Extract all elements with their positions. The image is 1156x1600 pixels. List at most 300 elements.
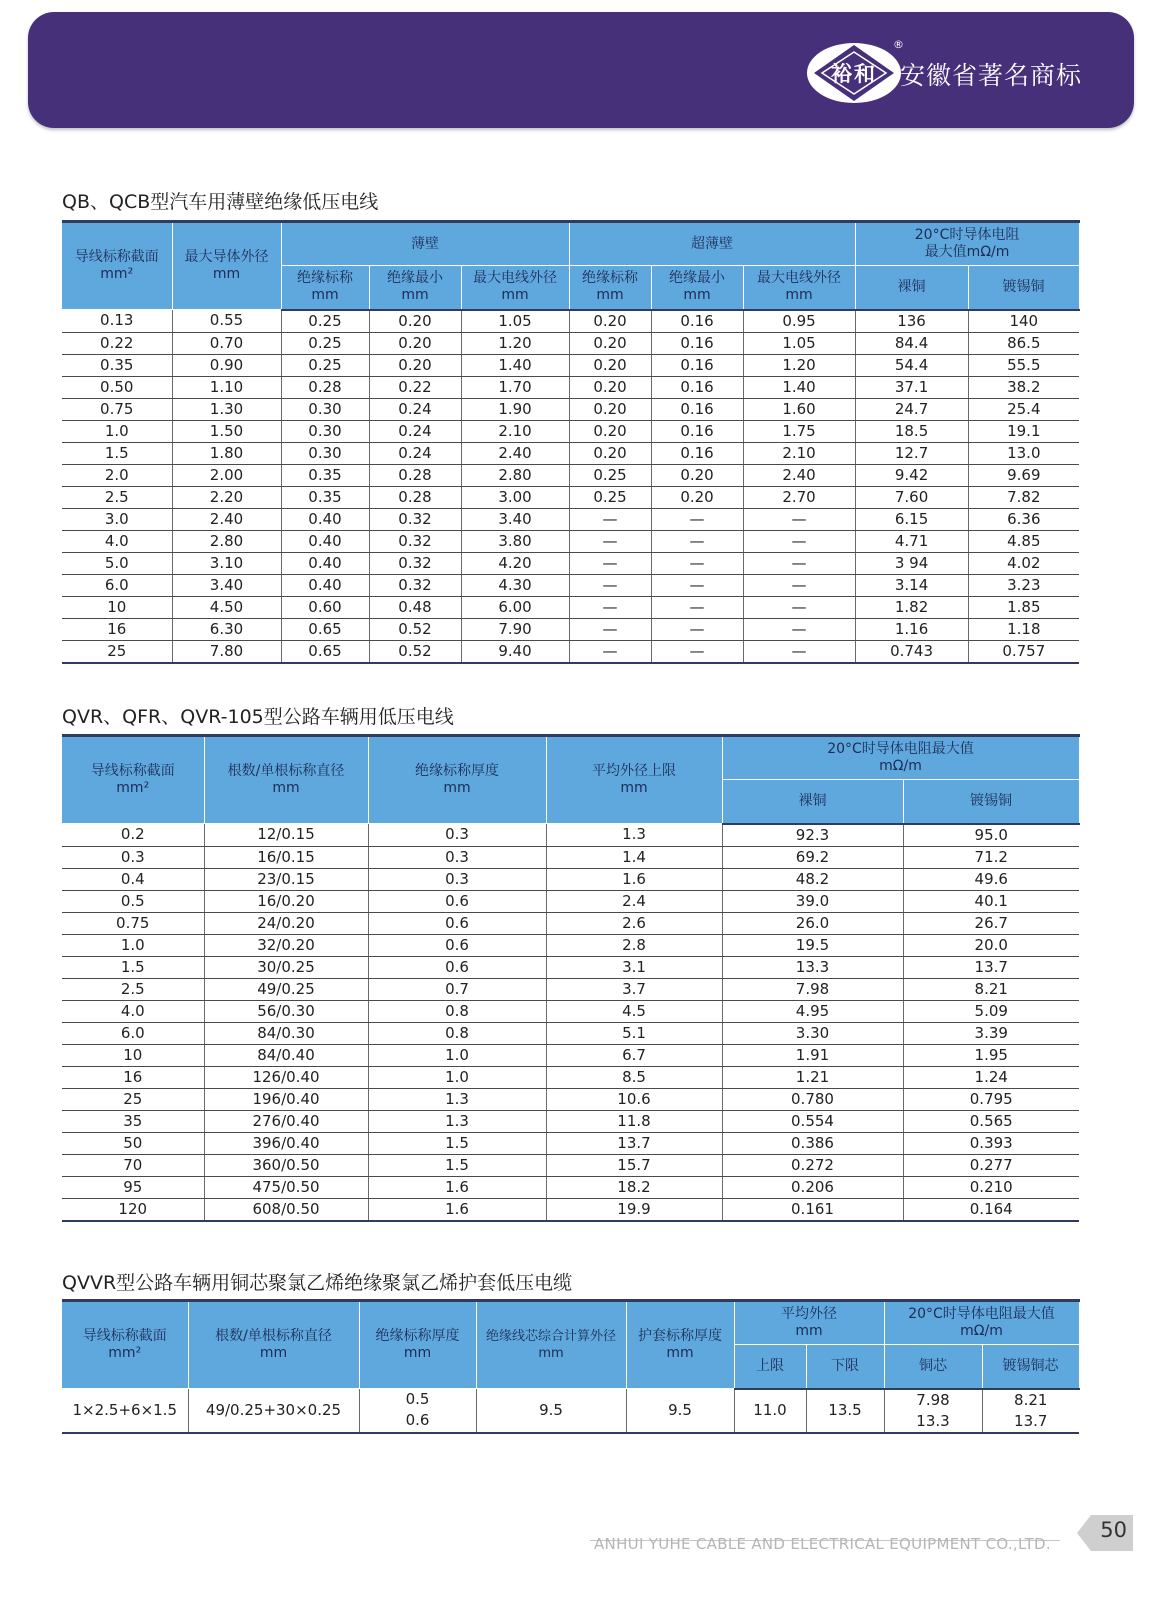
table-cell: 1.10 <box>172 376 281 398</box>
table-cell: 4.85 <box>968 530 1079 552</box>
table-cell: 1.18 <box>968 618 1079 640</box>
table-row <box>62 332 1079 354</box>
table-row <box>62 442 1079 464</box>
table-cell: 9.69 <box>968 464 1079 486</box>
col-header-strands: 根数/单根标称直径 mm <box>188 1301 359 1389</box>
table-cell: 0.24 <box>369 420 461 442</box>
col-header-copper-core: 铜芯 <box>884 1345 982 1389</box>
table-cell: 0.32 <box>369 552 461 574</box>
table-cell: 0.35 <box>281 464 369 486</box>
table-cell: 40.1 <box>903 890 1079 912</box>
brand-slogan: 安徽省著名商标 <box>900 61 1083 90</box>
table-cell: 0.20 <box>369 310 461 333</box>
table-cell: 2.20 <box>172 486 281 508</box>
col-header-strands: 根数/单根标称直径 mm <box>204 736 368 824</box>
col-header-section: 导线标称截面 mm² <box>62 222 172 310</box>
table-cell: 9.42 <box>855 464 968 486</box>
table-cell: 84/0.30 <box>204 1022 368 1044</box>
table-cell: 12/0.15 <box>204 824 368 847</box>
table-cell: 0.386 <box>722 1132 903 1154</box>
table-row <box>62 868 1079 890</box>
table-cell: 0.52 <box>369 618 461 640</box>
table-cell: 18.5 <box>855 420 968 442</box>
cell-sheath: 9.5 <box>626 1389 734 1433</box>
table-row <box>62 1088 1079 1110</box>
table-cell: 3.30 <box>722 1022 903 1044</box>
table-cell: 0.7 <box>368 978 546 1000</box>
table-cell: — <box>651 640 743 663</box>
table-row <box>62 934 1079 956</box>
table-cell: 0.16 <box>651 376 743 398</box>
table-cell: 54.4 <box>855 354 968 376</box>
table-cell: — <box>569 574 651 596</box>
table-cell: 3.00 <box>461 486 569 508</box>
table-cell: 0.20 <box>569 354 651 376</box>
table-row <box>62 978 1079 1000</box>
table-cell: 0.24 <box>369 398 461 420</box>
table-cell: 0.35 <box>62 354 172 376</box>
table-cell: 16 <box>62 1066 204 1088</box>
table-cell: 19.1 <box>968 420 1079 442</box>
table-cell: 2.8 <box>546 934 722 956</box>
table-cell: 1.40 <box>461 354 569 376</box>
table-cell: 0.16 <box>651 310 743 333</box>
table-cell: 0.20 <box>651 486 743 508</box>
table-cell: 0.6 <box>368 956 546 978</box>
table-cell: 71.2 <box>903 846 1079 868</box>
table-cell: 360/0.50 <box>204 1154 368 1176</box>
table-cell: 3.7 <box>546 978 722 1000</box>
table-cell: 2.6 <box>546 912 722 934</box>
table-cell: 0.277 <box>903 1154 1079 1176</box>
table-cell: 1.0 <box>62 934 204 956</box>
col-header-ins-nominal: 绝缘标称 mm <box>569 266 651 310</box>
table-cell: 4.95 <box>722 1000 903 1022</box>
table-cell: 48.2 <box>722 868 903 890</box>
table-cell: 0.13 <box>62 310 172 333</box>
table-cell: 140 <box>968 310 1079 333</box>
table-cell: 8.5 <box>546 1066 722 1088</box>
group-header-resistance: 20°C时导体电阻最大值 mΩ/m <box>722 736 1079 780</box>
table-cell: 2.5 <box>62 486 172 508</box>
table-cell: 0.65 <box>281 640 369 663</box>
table-cell: 0.20 <box>369 332 461 354</box>
table-cell: 26.0 <box>722 912 903 934</box>
table-cell: 136 <box>855 310 968 333</box>
table-cell: 0.25 <box>569 464 651 486</box>
cell-strands: 49/0.25+30×0.25 <box>188 1389 359 1433</box>
table-cell: 0.22 <box>369 376 461 398</box>
table-cell: 0.35 <box>281 486 369 508</box>
table-cell: 13.0 <box>968 442 1079 464</box>
table-cell: 1.5 <box>368 1154 546 1176</box>
table-cell: 608/0.50 <box>204 1198 368 1221</box>
table-cell: 24/0.20 <box>204 912 368 934</box>
table-cell: 30/0.25 <box>204 956 368 978</box>
table-row <box>62 1022 1079 1044</box>
table-cell: 0.3 <box>62 846 204 868</box>
table-cell: 49.6 <box>903 868 1079 890</box>
table-cell: 2.40 <box>461 442 569 464</box>
table-cell: 1.6 <box>368 1198 546 1221</box>
cell-lower: 13.5 <box>806 1389 884 1433</box>
col-header-ins-min: 绝缘最小 mm <box>369 266 461 310</box>
group-header-thin-wall: 薄壁 <box>281 222 569 266</box>
table-cell: 0.40 <box>281 574 369 596</box>
table-cell: 0.40 <box>281 530 369 552</box>
table-cell: 0.25 <box>281 310 369 333</box>
table-cell: 38.2 <box>968 376 1079 398</box>
table-cell: 86.5 <box>968 332 1079 354</box>
table-cell: — <box>569 640 651 663</box>
group-header-resistance: 20°C时导体电阻 最大值mΩ/m <box>855 222 1079 266</box>
table-row <box>62 486 1079 508</box>
table-cell: 0.20 <box>569 376 651 398</box>
table-cell: 0.40 <box>281 508 369 530</box>
table-cell: — <box>743 574 855 596</box>
table-cell: 7.90 <box>461 618 569 640</box>
table-cell: 1.95 <box>903 1044 1079 1066</box>
table-cell: 1.21 <box>722 1066 903 1088</box>
table-cell: 2.80 <box>461 464 569 486</box>
table-cell: 0.164 <box>903 1198 1079 1221</box>
table-cell: 1.0 <box>368 1044 546 1066</box>
table-cell: 1.0 <box>368 1066 546 1088</box>
table-cell: 0.6 <box>368 912 546 934</box>
table-cell: 6.15 <box>855 508 968 530</box>
table-cell: 0.3 <box>368 824 546 847</box>
col-header-avg-od: 平均外径上限 mm <box>546 736 722 824</box>
cell-section: 1×2.5+6×1.5 <box>62 1389 188 1433</box>
table-cell: 69.2 <box>722 846 903 868</box>
table-cell: 50 <box>62 1132 204 1154</box>
group-header-ultra-thin-wall: 超薄壁 <box>569 222 855 266</box>
table-cell: — <box>569 552 651 574</box>
table-cell: 3.40 <box>172 574 281 596</box>
col-header-tinned-core: 镀锡铜芯 <box>982 1345 1079 1389</box>
table-cell: 4.50 <box>172 596 281 618</box>
table-cell: 1.6 <box>368 1176 546 1198</box>
table-cell: 2.00 <box>172 464 281 486</box>
table-cell: 1.85 <box>968 596 1079 618</box>
table-row <box>62 1176 1079 1198</box>
table-cell: 25 <box>62 640 172 663</box>
table-cell: 0.20 <box>569 332 651 354</box>
table-cell: 1.90 <box>461 398 569 420</box>
table-cell: 3.0 <box>62 508 172 530</box>
table-cell: 0.16 <box>651 398 743 420</box>
table-cell: 0.28 <box>369 486 461 508</box>
table-cell: — <box>651 552 743 574</box>
qvr-qfr-spec-table <box>62 734 1080 1222</box>
table-row <box>62 846 1079 868</box>
table-row <box>62 1389 1079 1433</box>
table-cell: 1.5 <box>62 442 172 464</box>
table-cell: 6.36 <box>968 508 1079 530</box>
table-cell: 3.23 <box>968 574 1079 596</box>
table-cell: 2.80 <box>172 530 281 552</box>
table-cell: 5.0 <box>62 552 172 574</box>
table-row <box>62 596 1079 618</box>
table-cell: — <box>569 508 651 530</box>
table-cell: 0.393 <box>903 1132 1079 1154</box>
table-cell: 84/0.40 <box>204 1044 368 1066</box>
table-cell: 1.4 <box>546 846 722 868</box>
table3-title: QVVR型公路车辆用铜芯聚氯乙烯绝缘聚氯乙烯护套低压电缆 <box>62 1272 573 1294</box>
table-row <box>62 398 1079 420</box>
table-cell: 15.7 <box>546 1154 722 1176</box>
table-row <box>62 354 1079 376</box>
col-header-bare-copper: 裸铜 <box>722 780 903 824</box>
table-cell: 1.5 <box>62 956 204 978</box>
group-header-avg-od: 平均外径 mm <box>734 1301 884 1345</box>
table-cell: 26.7 <box>903 912 1079 934</box>
table-cell: 25.4 <box>968 398 1079 420</box>
table-cell: 0.780 <box>722 1088 903 1110</box>
table-cell: 0.22 <box>62 332 172 354</box>
table-cell: 2.40 <box>743 464 855 486</box>
table-cell: 0.20 <box>569 398 651 420</box>
col-header-insulation: 绝缘标称厚度 mm <box>359 1301 476 1389</box>
table-cell: — <box>569 618 651 640</box>
table-cell: 1.24 <box>903 1066 1079 1088</box>
col-header-section: 导线标称截面 mm² <box>62 736 204 824</box>
table-cell: 0.20 <box>651 464 743 486</box>
table-cell: 92.3 <box>722 824 903 847</box>
table-cell: 25 <box>62 1088 204 1110</box>
footer-company: ANHUI YUHE CABLE AND ELECTRICAL EQUIPMENT CO.,LTD. <box>594 1535 1051 1553</box>
table-cell: 0.25 <box>281 354 369 376</box>
table-cell: 39.0 <box>722 890 903 912</box>
table-row <box>62 530 1079 552</box>
table-cell: 0.65 <box>281 618 369 640</box>
table-cell: 1.30 <box>172 398 281 420</box>
table1-title: QB、QCB型汽车用薄壁绝缘低压电线 <box>62 191 379 213</box>
table-cell: 0.28 <box>281 376 369 398</box>
cell-tinned: 8.21 13.7 <box>982 1389 1079 1433</box>
table-cell: 49/0.25 <box>204 978 368 1000</box>
header-banner <box>28 12 1134 128</box>
table-row <box>62 1198 1079 1221</box>
table-cell: 0.50 <box>62 376 172 398</box>
table-cell: 1.50 <box>172 420 281 442</box>
table-cell: 16/0.20 <box>204 890 368 912</box>
table-cell: 0.32 <box>369 530 461 552</box>
table-cell: 1.3 <box>368 1088 546 1110</box>
table-cell: 2.10 <box>461 420 569 442</box>
col-header-max-od: 最大电线外径 mm <box>461 266 569 310</box>
table-cell: 120 <box>62 1198 204 1221</box>
table-cell: 12.7 <box>855 442 968 464</box>
table-cell: 1.6 <box>546 868 722 890</box>
cell-insulation: 0.5 0.6 <box>359 1389 476 1433</box>
table-cell: 95.0 <box>903 824 1079 847</box>
table-cell: 4.02 <box>968 552 1079 574</box>
table-cell: 16/0.15 <box>204 846 368 868</box>
table-cell: 11.8 <box>546 1110 722 1132</box>
col-header-upper: 上限 <box>734 1345 806 1389</box>
table-cell: — <box>651 618 743 640</box>
table-cell: 2.40 <box>172 508 281 530</box>
table-cell: 6.0 <box>62 1022 204 1044</box>
table-cell: 1.3 <box>546 824 722 847</box>
table-cell: 4.5 <box>546 1000 722 1022</box>
table-row <box>62 376 1079 398</box>
table-cell: 0.3 <box>368 846 546 868</box>
table-row <box>62 824 1079 847</box>
table-cell: 1.0 <box>62 420 172 442</box>
table-cell: 0.32 <box>369 508 461 530</box>
table-cell: 2.0 <box>62 464 172 486</box>
table-cell: 13.7 <box>546 1132 722 1154</box>
table-cell: 0.95 <box>743 310 855 333</box>
table-cell: 19.5 <box>722 934 903 956</box>
table-cell: 0.161 <box>722 1198 903 1221</box>
table-cell: 7.98 <box>722 978 903 1000</box>
table-cell: — <box>569 530 651 552</box>
table-cell: 10.6 <box>546 1088 722 1110</box>
table-cell: — <box>743 508 855 530</box>
table-cell: 13.7 <box>903 956 1079 978</box>
col-header-tinned-copper: 镀锡铜 <box>903 780 1079 824</box>
group-header-resistance: 20°C时导体电阻最大值 mΩ/m <box>884 1301 1079 1345</box>
table-row <box>62 1154 1079 1176</box>
col-header-max-od: 最大电线外径 mm <box>743 266 855 310</box>
table-cell: 0.16 <box>651 332 743 354</box>
registered-mark: ® <box>893 38 904 51</box>
col-header-bare-copper: 裸铜 <box>855 266 968 310</box>
table-row <box>62 1000 1079 1022</box>
table-cell: 0.743 <box>855 640 968 663</box>
table-cell: 0.8 <box>368 1022 546 1044</box>
qvvr-spec-table <box>62 1299 1080 1434</box>
cell-core-od: 9.5 <box>476 1389 626 1433</box>
table-cell: 13.3 <box>722 956 903 978</box>
table-cell: 70 <box>62 1154 204 1176</box>
table-cell: 56/0.30 <box>204 1000 368 1022</box>
table-cell: 0.52 <box>369 640 461 663</box>
table-cell: 0.20 <box>369 354 461 376</box>
table-cell: 5.1 <box>546 1022 722 1044</box>
table2-title: QVR、QFR、QVR-105型公路车辆用低压电线 <box>62 706 454 728</box>
table-cell: 7.60 <box>855 486 968 508</box>
table-row <box>62 464 1079 486</box>
table-cell: 1.75 <box>743 420 855 442</box>
table-cell: 9.40 <box>461 640 569 663</box>
table-cell: 1.16 <box>855 618 968 640</box>
table-cell: 3.39 <box>903 1022 1079 1044</box>
table-cell: 6.00 <box>461 596 569 618</box>
table-cell: 95 <box>62 1176 204 1198</box>
table-cell: 55.5 <box>968 354 1079 376</box>
table-cell: 0.3 <box>368 868 546 890</box>
table-cell: 1.70 <box>461 376 569 398</box>
table-row <box>62 640 1079 663</box>
table-cell: 1.5 <box>368 1132 546 1154</box>
table-cell: 20.0 <box>903 934 1079 956</box>
table-cell: 0.60 <box>281 596 369 618</box>
table-cell: 0.24 <box>369 442 461 464</box>
table-row <box>62 574 1079 596</box>
table-cell: — <box>743 640 855 663</box>
table-cell: 6.7 <box>546 1044 722 1066</box>
table-cell: 0.565 <box>903 1110 1079 1132</box>
table-cell: 4.0 <box>62 530 172 552</box>
table-cell: — <box>651 596 743 618</box>
col-header-ins-nominal: 绝缘标称 mm <box>281 266 369 310</box>
table-cell: 396/0.40 <box>204 1132 368 1154</box>
table-cell: 0.272 <box>722 1154 903 1176</box>
table-row <box>62 618 1079 640</box>
table-cell: 19.9 <box>546 1198 722 1221</box>
table-cell: 3.14 <box>855 574 968 596</box>
table-cell: 3.40 <box>461 508 569 530</box>
table-cell: 35 <box>62 1110 204 1132</box>
table-row <box>62 1044 1079 1066</box>
table-row <box>62 552 1079 574</box>
table-cell: 0.8 <box>368 1000 546 1022</box>
table-cell: 0.28 <box>369 464 461 486</box>
cell-upper: 11.0 <box>734 1389 806 1433</box>
table-cell: — <box>569 596 651 618</box>
table-cell: 0.757 <box>968 640 1079 663</box>
table-cell: 7.82 <box>968 486 1079 508</box>
table-cell: — <box>743 552 855 574</box>
table-cell: 8.21 <box>903 978 1079 1000</box>
table-cell: 0.40 <box>281 552 369 574</box>
table-cell: 3.80 <box>461 530 569 552</box>
table-cell: 7.80 <box>172 640 281 663</box>
page-number: 50 <box>1100 1518 1127 1542</box>
table-cell: 16 <box>62 618 172 640</box>
table-cell: — <box>743 596 855 618</box>
table-cell: 6.0 <box>62 574 172 596</box>
col-header-max-conductor: 最大导体外径 mm <box>172 222 281 310</box>
table-cell: 0.206 <box>722 1176 903 1198</box>
table-cell: 1.60 <box>743 398 855 420</box>
table-cell: 84.4 <box>855 332 968 354</box>
table-cell: 2.70 <box>743 486 855 508</box>
table-cell: 0.30 <box>281 398 369 420</box>
col-header-insulation: 绝缘标称厚度 mm <box>368 736 546 824</box>
table-cell: 0.70 <box>172 332 281 354</box>
table-cell: 0.210 <box>903 1176 1079 1198</box>
col-header-ins-min: 绝缘最小 mm <box>651 266 743 310</box>
table-cell: 0.30 <box>281 420 369 442</box>
table-cell: 0.25 <box>569 486 651 508</box>
table-cell: 18.2 <box>546 1176 722 1198</box>
table-row <box>62 1132 1079 1154</box>
table-cell: 4.30 <box>461 574 569 596</box>
table-cell: 23/0.15 <box>204 868 368 890</box>
table-cell: 32/0.20 <box>204 934 368 956</box>
qb-qcb-spec-table <box>62 220 1080 664</box>
table-cell: 1.3 <box>368 1110 546 1132</box>
table-row <box>62 310 1079 333</box>
table-cell: 2.5 <box>62 978 204 1000</box>
col-header-core-od: 绝缘线芯综合计算外径 mm <box>476 1301 626 1389</box>
table-cell: 0.20 <box>569 442 651 464</box>
table-cell: 0.32 <box>369 574 461 596</box>
table-cell: 0.48 <box>369 596 461 618</box>
table-row <box>62 1110 1079 1132</box>
table-cell: 1.82 <box>855 596 968 618</box>
table-cell: 0.554 <box>722 1110 903 1132</box>
table-cell: 0.2 <box>62 824 204 847</box>
table-cell: 2.10 <box>743 442 855 464</box>
table-cell: — <box>651 530 743 552</box>
col-header-section: 导线标称截面 mm² <box>62 1301 188 1389</box>
